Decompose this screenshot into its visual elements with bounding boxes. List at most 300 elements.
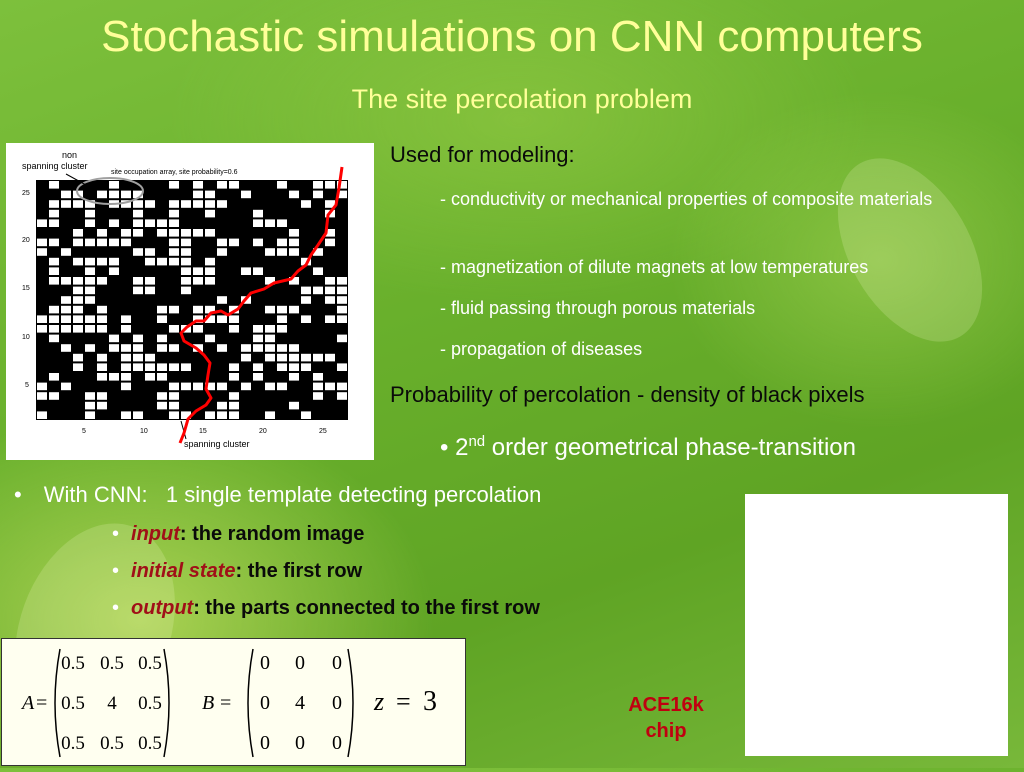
keyword: output — [131, 597, 194, 619]
matrix-b-cell: 0 — [295, 732, 305, 754]
left-bracket — [55, 649, 60, 757]
matrix-a-cell: 4 — [107, 693, 117, 714]
empty-site-cell — [85, 392, 95, 400]
empty-site-cell — [133, 363, 143, 371]
matrix-b-cell: 4 — [295, 692, 305, 714]
modeling-item: - conductivity or mechanical properties of composite materials — [440, 189, 933, 209]
empty-site-cell — [145, 363, 155, 371]
empty-site-cell — [49, 315, 59, 323]
empty-site-cell — [337, 392, 347, 400]
empty-site-cell — [277, 325, 287, 333]
empty-site-cell — [229, 402, 239, 410]
empty-site-cell — [37, 392, 47, 400]
empty-site-cell — [229, 373, 239, 381]
plot-caption: site occupation array, site probability=0.6 — [111, 169, 238, 176]
empty-site-cell — [241, 383, 251, 391]
empty-site-cell — [193, 325, 203, 333]
empty-site-cell — [49, 181, 59, 189]
empty-site-cell — [169, 248, 179, 256]
empty-site-cell — [85, 411, 95, 419]
empty-site-cell — [73, 287, 83, 295]
empty-site-cell — [313, 191, 323, 199]
empty-site-cell — [169, 200, 179, 208]
cnn-input-item — [112, 523, 364, 546]
empty-site-cell — [253, 210, 263, 218]
empty-site-cell — [97, 373, 107, 381]
empty-site-cell — [301, 354, 311, 362]
matrix-a-cell: 0.5 — [61, 653, 85, 674]
matrix-b-cell: 0 — [332, 732, 342, 754]
empty-site-cell — [109, 191, 119, 199]
matrix-b-label: B — [202, 692, 215, 714]
empty-site-cell — [289, 229, 299, 237]
z-label: z — [374, 687, 385, 716]
empty-site-cell — [37, 315, 47, 323]
modeling-item: - fluid passing through porous materials — [440, 298, 756, 318]
modeling-item: - magnetization of dilute magnets at low temperatures — [440, 257, 869, 277]
matrix-a-cell: 0.5 — [138, 653, 162, 674]
empty-site-cell — [97, 258, 107, 266]
empty-site-cell — [181, 200, 191, 208]
empty-site-cell — [37, 383, 47, 391]
empty-site-cell — [265, 383, 275, 391]
empty-site-cell — [289, 363, 299, 371]
empty-site-cell — [337, 306, 347, 314]
empty-site-cell — [325, 383, 335, 391]
empty-site-cell — [265, 354, 275, 362]
cnn-text: With CNN: 1 single template detecting percolation — [43, 482, 542, 507]
empty-site-cell — [73, 258, 83, 266]
empty-site-cell — [193, 306, 203, 314]
empty-site-cell — [49, 267, 59, 275]
empty-site-cell — [85, 315, 95, 323]
empty-site-cell — [181, 383, 191, 391]
empty-site-cell — [289, 248, 299, 256]
empty-site-cell — [193, 267, 203, 275]
empty-site-cell — [145, 200, 155, 208]
matrix-b-cell: 0 — [260, 652, 270, 674]
empty-site-cell — [289, 191, 299, 199]
empty-site-cell — [205, 229, 215, 237]
empty-site-cell — [85, 344, 95, 352]
empty-site-cell — [193, 181, 203, 189]
empty-site-cell — [61, 315, 71, 323]
empty-site-cell — [193, 200, 203, 208]
empty-site-cell — [277, 363, 287, 371]
empty-site-cell — [73, 363, 83, 371]
empty-site-cell — [181, 248, 191, 256]
x-tick-label: 25 — [319, 428, 327, 435]
matrix-b-cell: 0 — [260, 732, 270, 754]
empty-site-cell — [49, 306, 59, 314]
left-bracket — [248, 649, 253, 757]
empty-site-cell — [49, 277, 59, 285]
empty-site-cell — [229, 363, 239, 371]
empty-site-cell — [97, 392, 107, 400]
empty-site-cell — [181, 267, 191, 275]
empty-site-cell — [97, 354, 107, 362]
empty-site-cell — [121, 363, 131, 371]
used-for-modeling-heading: Used for modeling: — [390, 142, 575, 167]
modeling-item: - propagation of diseases — [440, 339, 643, 359]
empty-site-cell — [325, 354, 335, 362]
empty-site-cell — [73, 200, 83, 208]
empty-site-cell — [325, 181, 335, 189]
empty-site-cell — [229, 392, 239, 400]
empty-site-cell — [73, 315, 83, 323]
empty-site-cell — [109, 335, 119, 343]
empty-site-cell — [205, 258, 215, 266]
empty-site-cell — [121, 354, 131, 362]
empty-site-cell — [205, 335, 215, 343]
bullet-icon: • — [112, 560, 120, 582]
empty-site-cell — [301, 411, 311, 419]
empty-site-cell — [253, 325, 263, 333]
empty-site-cell — [301, 200, 311, 208]
empty-site-cell — [109, 239, 119, 247]
empty-site-cell — [337, 315, 347, 323]
empty-site-cell — [121, 191, 131, 199]
empty-site-cell — [37, 248, 47, 256]
matrix-a-label: A — [22, 692, 35, 714]
empty-site-cell — [145, 219, 155, 227]
x-tick-label: 5 — [82, 428, 86, 435]
cnn-output-item — [112, 597, 540, 620]
empty-site-cell — [109, 373, 119, 381]
empty-site-cell — [193, 229, 203, 237]
empty-site-cell — [169, 383, 179, 391]
empty-site-cell — [169, 325, 179, 333]
empty-site-cell — [85, 267, 95, 275]
empty-site-cell — [85, 239, 95, 247]
empty-site-cell — [61, 191, 71, 199]
empty-site-cell — [133, 210, 143, 218]
empty-site-cell — [277, 354, 287, 362]
empty-site-cell — [217, 200, 227, 208]
empty-site-cell — [169, 219, 179, 227]
empty-site-cell — [97, 325, 107, 333]
empty-site-cell — [193, 277, 203, 285]
empty-site-cell — [337, 383, 347, 391]
empty-site-cell — [133, 344, 143, 352]
empty-site-cell — [97, 229, 107, 237]
empty-site-cell — [253, 335, 263, 343]
empty-site-cell — [145, 373, 155, 381]
empty-site-cell — [145, 277, 155, 285]
empty-site-cell — [241, 354, 251, 362]
matrix-a-cell: 0.5 — [100, 733, 124, 754]
empty-site-cell — [121, 383, 131, 391]
empty-site-cell — [121, 373, 131, 381]
empty-site-cell — [133, 287, 143, 295]
matrix-a-cell: 0.5 — [138, 733, 162, 754]
empty-site-cell — [169, 239, 179, 247]
cnn-initial-state-item — [112, 560, 362, 583]
empty-site-cell — [61, 200, 71, 208]
empty-site-cell — [169, 306, 179, 314]
empty-site-cell — [169, 210, 179, 218]
equals-sign: = — [36, 692, 48, 714]
empty-site-cell — [145, 248, 155, 256]
chip-label — [606, 692, 726, 744]
empty-site-cell — [217, 315, 227, 323]
empty-site-cell — [121, 315, 131, 323]
x-tick-label: 20 — [259, 428, 267, 435]
empty-site-cell — [301, 287, 311, 295]
item-text: : the parts connected to the first row — [193, 597, 540, 619]
empty-site-cell — [217, 296, 227, 304]
empty-site-cell — [157, 335, 167, 343]
empty-site-cell — [181, 258, 191, 266]
cnn-line — [14, 482, 541, 508]
empty-site-cell — [157, 315, 167, 323]
empty-site-cell — [109, 219, 119, 227]
empty-site-cell — [121, 411, 131, 419]
empty-site-cell — [133, 335, 143, 343]
empty-site-cell — [289, 402, 299, 410]
empty-site-cell — [85, 296, 95, 304]
empty-site-cell — [73, 325, 83, 333]
empty-site-cell — [265, 248, 275, 256]
label-non: non — [62, 150, 78, 160]
empty-site-cell — [277, 248, 287, 256]
keyword: input — [131, 523, 180, 545]
empty-site-cell — [277, 219, 287, 227]
y-tick-label: 15 — [22, 285, 30, 292]
empty-site-cell — [217, 344, 227, 352]
x-tick-label: 15 — [199, 428, 207, 435]
chip-label-line: chip — [645, 720, 687, 742]
matrix-a-cell: 0.5 — [100, 653, 124, 674]
phase-transition-line — [440, 433, 856, 462]
empty-site-cell — [253, 219, 263, 227]
order-number: 2 — [455, 434, 469, 461]
empty-site-cell — [157, 363, 167, 371]
empty-site-cell — [133, 219, 143, 227]
empty-site-cell — [145, 354, 155, 362]
empty-site-cell — [289, 306, 299, 314]
empty-site-cell — [301, 315, 311, 323]
empty-site-cell — [265, 306, 275, 314]
empty-site-cell — [169, 411, 179, 419]
label-spanning-cluster: spanning cluster — [184, 439, 250, 449]
empty-site-cell — [289, 344, 299, 352]
matrix-a-cell: 0.5 — [61, 733, 85, 754]
empty-site-cell — [241, 191, 251, 199]
empty-site-cell — [169, 402, 179, 410]
empty-site-cell — [325, 315, 335, 323]
slide-subtitle: The site percolation problem — [351, 84, 693, 114]
matrix-b-cell: 0 — [295, 652, 305, 674]
empty-site-cell — [325, 287, 335, 295]
empty-site-cell — [217, 402, 227, 410]
empty-site-cell — [253, 344, 263, 352]
empty-site-cell — [181, 287, 191, 295]
empty-site-cell — [337, 287, 347, 295]
matrix-b-cell: 0 — [332, 692, 342, 714]
empty-site-cell — [265, 411, 275, 419]
empty-site-cell — [205, 210, 215, 218]
empty-site-cell — [37, 219, 47, 227]
empty-site-cell — [157, 219, 167, 227]
empty-site-cell — [49, 200, 59, 208]
y-tick-label: 5 — [25, 382, 29, 389]
empty-site-cell — [181, 229, 191, 237]
empty-site-cell — [73, 296, 83, 304]
probability-heading: Probability of percolation - density of black pixels — [390, 382, 865, 407]
empty-site-cell — [205, 277, 215, 285]
slide-title: Stochastic simulations on CNN computers — [101, 12, 923, 61]
empty-site-cell — [157, 306, 167, 314]
empty-site-cell — [97, 277, 107, 285]
empty-site-cell — [241, 344, 251, 352]
empty-site-cell — [109, 344, 119, 352]
empty-site-cell — [217, 411, 227, 419]
empty-site-cell — [85, 277, 95, 285]
order-suffix: nd — [468, 433, 486, 450]
empty-site-cell — [217, 383, 227, 391]
empty-site-cell — [49, 258, 59, 266]
empty-site-cell — [61, 383, 71, 391]
empty-site-cell — [97, 239, 107, 247]
template-matrices — [1, 638, 466, 766]
empty-site-cell — [241, 267, 251, 275]
item-text: : the first row — [235, 560, 363, 582]
empty-site-cell — [97, 191, 107, 199]
equals-sign: = — [396, 687, 411, 716]
empty-site-cell — [253, 267, 263, 275]
empty-site-cell — [49, 392, 59, 400]
empty-site-cell — [73, 277, 83, 285]
percolation-figure — [6, 143, 374, 460]
label-non-spanning-cluster: spanning cluster — [22, 161, 88, 171]
empty-site-cell — [109, 267, 119, 275]
empty-site-cell — [133, 277, 143, 285]
background-petal-decoration — [808, 133, 1012, 366]
empty-site-cell — [277, 315, 287, 323]
empty-site-cell — [145, 258, 155, 266]
empty-site-cell — [85, 219, 95, 227]
empty-site-cell — [49, 219, 59, 227]
empty-site-cell — [157, 344, 167, 352]
empty-site-cell — [121, 239, 131, 247]
empty-site-cell — [61, 296, 71, 304]
bullet-icon: • — [14, 482, 22, 507]
empty-site-cell — [325, 239, 335, 247]
empty-site-cell — [61, 306, 71, 314]
bullet-icon: • — [112, 523, 120, 545]
empty-site-cell — [181, 239, 191, 247]
y-tick-label: 20 — [22, 237, 30, 244]
empty-site-cell — [145, 287, 155, 295]
empty-site-cell — [37, 325, 47, 333]
empty-site-cell — [337, 363, 347, 371]
item-text: : the random image — [179, 523, 365, 545]
empty-site-cell — [313, 287, 323, 295]
empty-site-cell — [49, 325, 59, 333]
empty-site-cell — [325, 296, 335, 304]
empty-site-cell — [229, 411, 239, 419]
empty-site-cell — [169, 229, 179, 237]
empty-site-cell — [217, 248, 227, 256]
empty-site-cell — [37, 411, 47, 419]
order-text: order geometrical phase-transition — [485, 434, 856, 461]
empty-site-cell — [133, 248, 143, 256]
empty-site-cell — [289, 373, 299, 381]
empty-site-cell — [277, 239, 287, 247]
empty-site-cell — [61, 248, 71, 256]
empty-site-cell — [265, 344, 275, 352]
empty-site-cell — [85, 287, 95, 295]
empty-site-cell — [169, 258, 179, 266]
empty-site-cell — [97, 402, 107, 410]
empty-site-cell — [49, 373, 59, 381]
empty-site-cell — [313, 267, 323, 275]
empty-site-cell — [181, 277, 191, 285]
empty-site-cell — [301, 363, 311, 371]
right-bracket — [164, 649, 169, 757]
empty-site-cell — [229, 239, 239, 247]
empty-site-cell — [313, 354, 323, 362]
empty-site-cell — [73, 229, 83, 237]
empty-site-cell — [157, 402, 167, 410]
empty-site-cell — [85, 258, 95, 266]
empty-site-cell — [85, 402, 95, 410]
empty-site-cell — [193, 383, 203, 391]
empty-site-cell — [265, 335, 275, 343]
empty-site-cell — [277, 344, 287, 352]
empty-site-cell — [289, 239, 299, 247]
empty-site-cell — [337, 277, 347, 285]
empty-site-cell — [157, 229, 167, 237]
empty-site-cell — [85, 325, 95, 333]
empty-site-cell — [253, 239, 263, 247]
empty-site-cell — [313, 383, 323, 391]
empty-site-cell — [61, 325, 71, 333]
empty-site-cell — [265, 325, 275, 333]
empty-site-cell — [133, 411, 143, 419]
matrix-a-cell: 0.5 — [138, 693, 162, 714]
bullet-icon: • — [112, 597, 120, 619]
empty-site-cell — [109, 181, 119, 189]
keyword: initial state — [131, 560, 236, 582]
empty-site-cell — [133, 229, 143, 237]
empty-site-cell — [49, 239, 59, 247]
empty-site-cell — [313, 392, 323, 400]
empty-site-cell — [169, 181, 179, 189]
empty-site-cell — [313, 181, 323, 189]
empty-site-cell — [277, 383, 287, 391]
empty-site-cell — [133, 354, 143, 362]
empty-site-cell — [49, 210, 59, 218]
empty-site-cell — [229, 315, 239, 323]
empty-site-cell — [289, 354, 299, 362]
empty-site-cell — [73, 306, 83, 314]
empty-site-cell — [169, 392, 179, 400]
matrix-b-cell: 0 — [332, 652, 342, 674]
ace16k-chip-image — [745, 494, 1008, 756]
empty-site-cell — [121, 325, 131, 333]
empty-site-cell — [193, 191, 203, 199]
empty-site-cell — [97, 363, 107, 371]
empty-site-cell — [205, 191, 215, 199]
equals-sign: = — [220, 692, 232, 714]
empty-site-cell — [121, 229, 131, 237]
empty-site-cell — [121, 344, 131, 352]
empty-site-cell — [169, 344, 179, 352]
empty-site-cell — [301, 296, 311, 304]
matrix-equations — [2, 639, 467, 767]
